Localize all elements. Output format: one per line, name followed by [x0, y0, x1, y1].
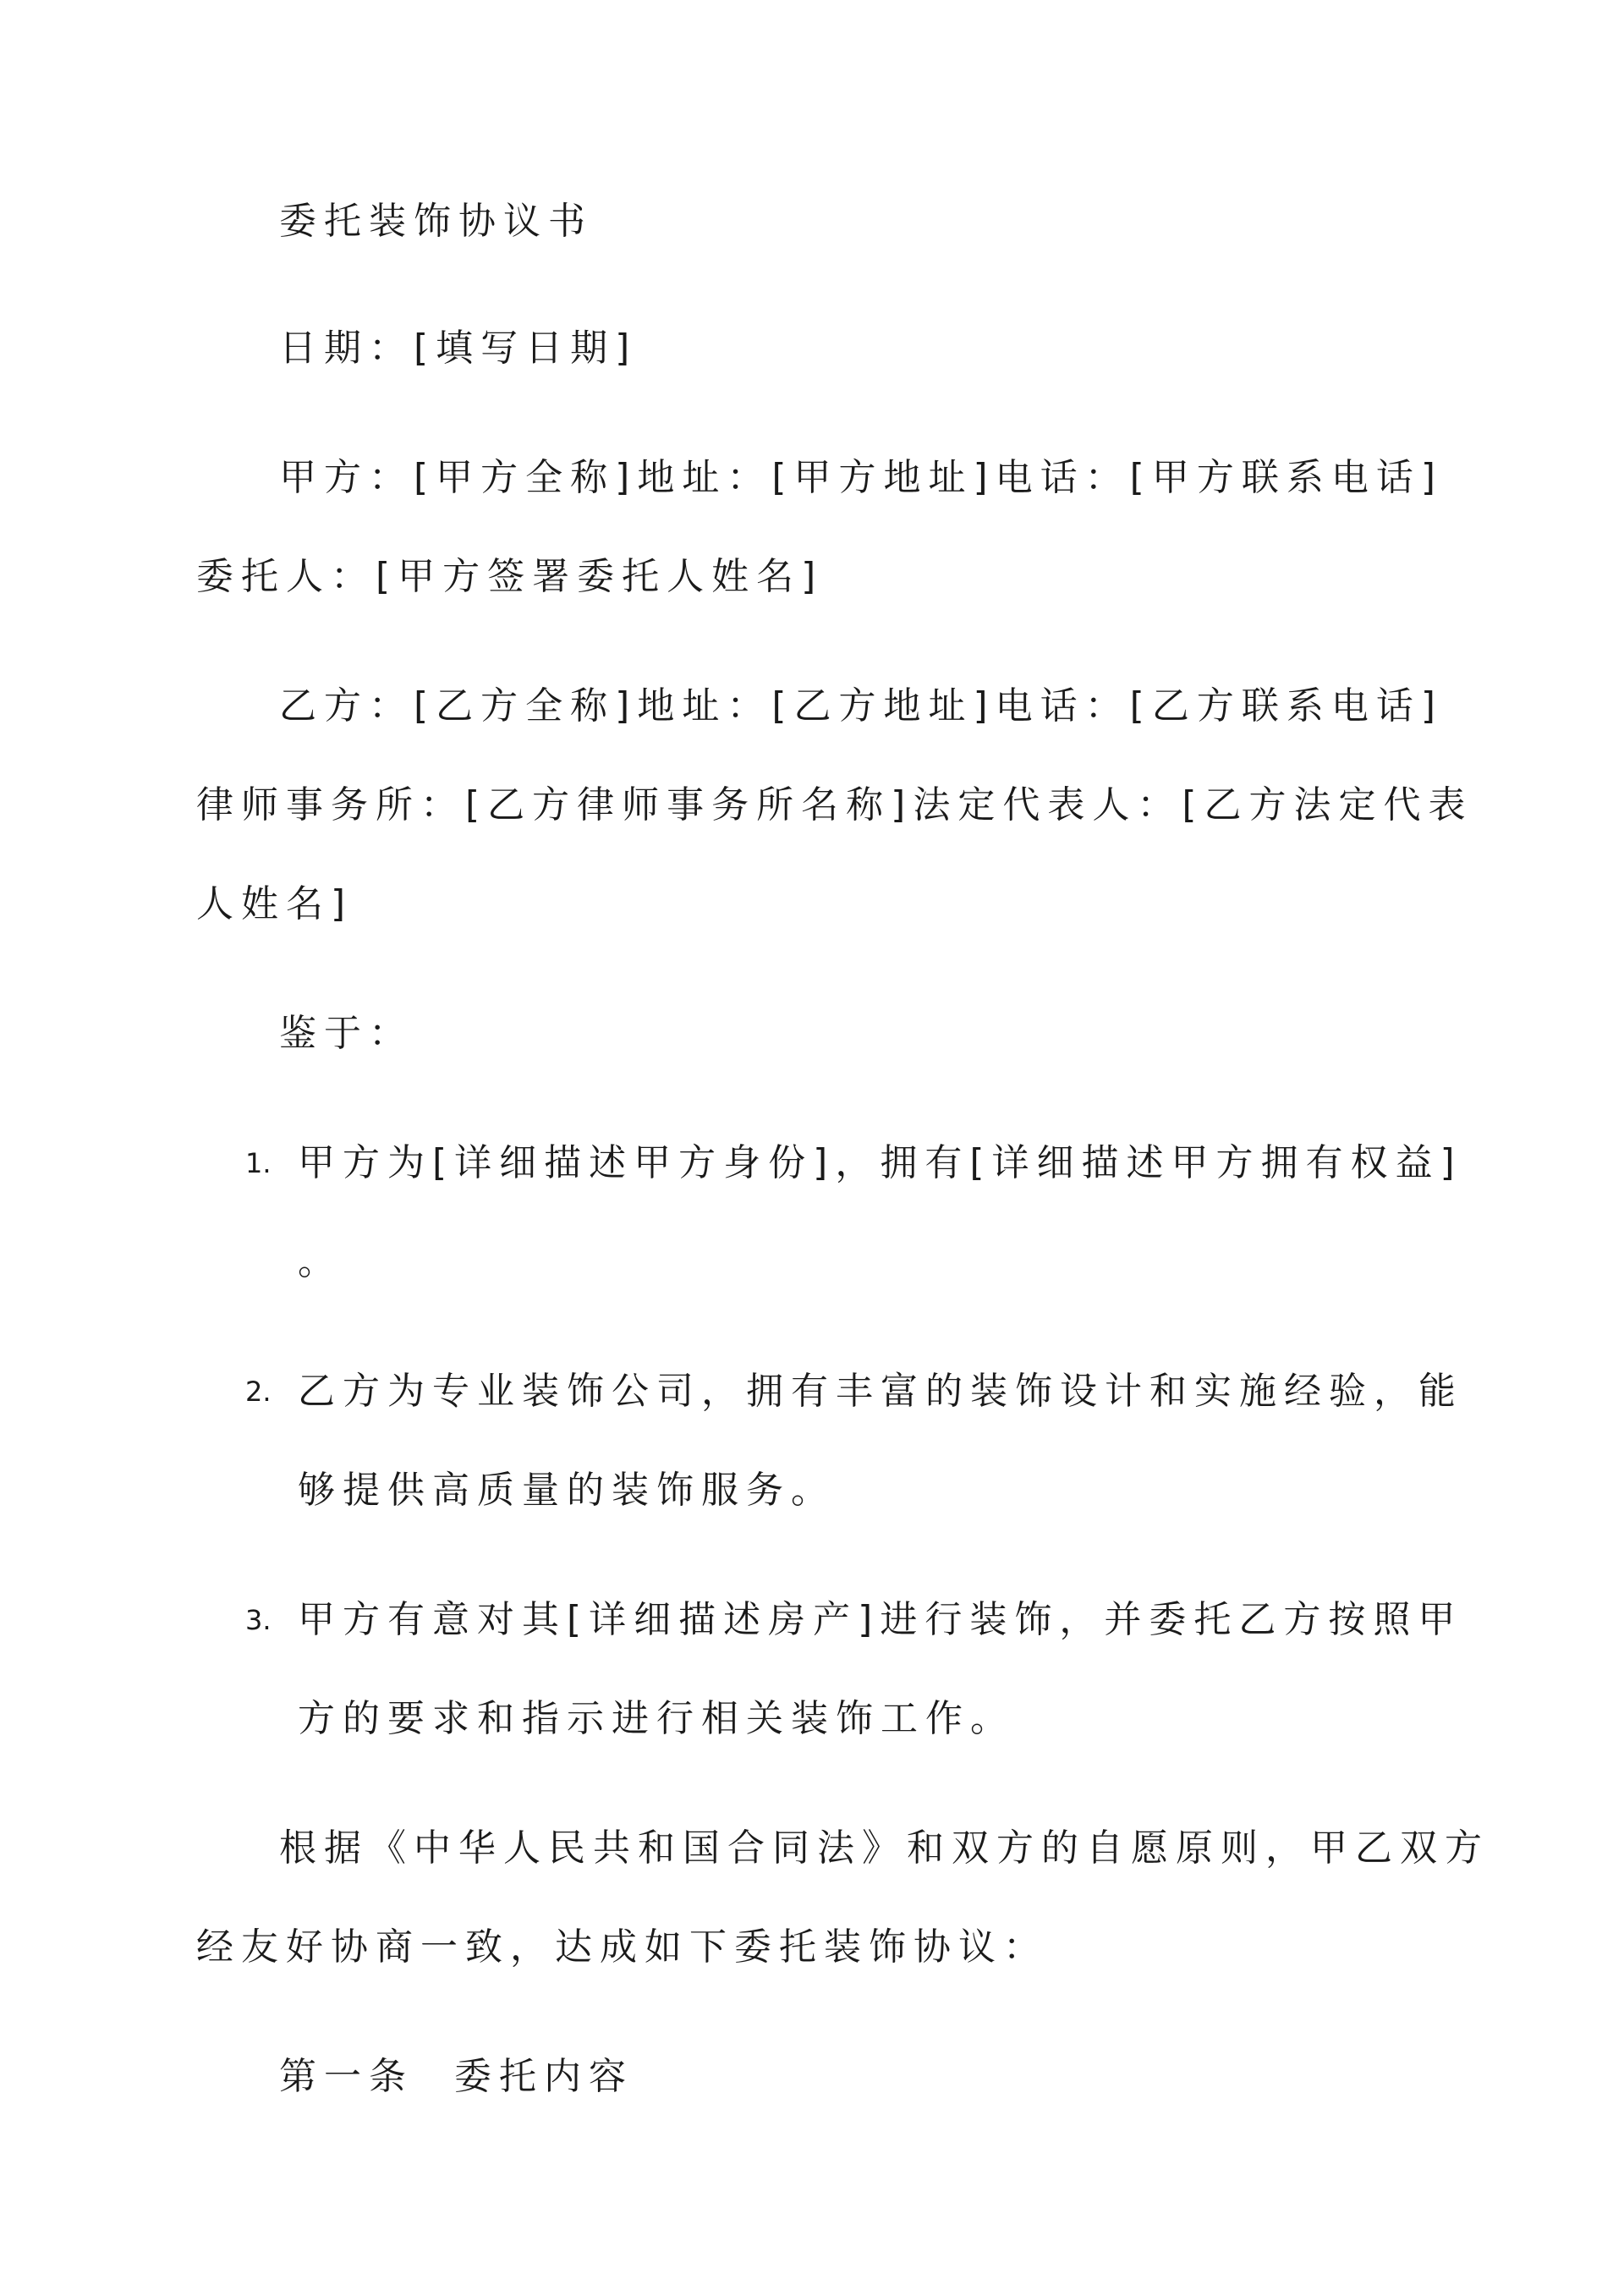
party-a-line-2: 委托人：[甲方签署委托人姓名]	[196, 555, 824, 598]
article-1-number: 第一条	[279, 2055, 414, 2098]
basis-line-2: 经友好协商一致，达成如下委托装饰协议：	[196, 1925, 1048, 1969]
article-1-title: 委托内容	[454, 2055, 634, 2098]
party-b-line-3: 人姓名]	[196, 882, 354, 926]
party-b-line-2: 律师事务所：[乙方律师事务所名称]法定代表人：[乙方法定代表	[196, 783, 1473, 827]
whereas-label: 鉴于：	[279, 1012, 414, 1055]
whereas-item-1-line-2: 。	[298, 1240, 343, 1283]
whereas-item-1-line-1: 甲方为[详细描述甲方身份]，拥有[详细描述甲方拥有权益]	[298, 1141, 1462, 1184]
whereas-item-3-line-2: 方的要求和指示进行相关装饰工作。	[298, 1697, 1015, 1740]
document-title: 委托装饰协议书	[279, 200, 593, 243]
whereas-item-2-line-2: 够提供高质量的装饰服务。	[298, 1469, 836, 1512]
basis-line-1: 根据《中华人民共和国合同法》和双方的自愿原则，甲乙双方	[279, 1826, 1490, 1870]
whereas-item-2-line-1: 乙方为专业装饰公司，拥有丰富的装饰设计和实施经验，能	[298, 1370, 1463, 1413]
whereas-item-3-number: 3.	[245, 1604, 272, 1636]
whereas-item-2-number: 2.	[245, 1376, 272, 1408]
whereas-item-1-number: 1.	[245, 1147, 272, 1179]
date-line: 日期：[填写日期]	[279, 327, 638, 370]
party-b-line-1: 乙方：[乙方全称]地址：[乙方地址]电话：[乙方联系电话]	[279, 684, 1443, 728]
article-1-heading	[279, 2052, 634, 2102]
whereas-item-3-line-1: 甲方有意对其[详细描述房产]进行装饰，并委托乙方按照甲	[298, 1598, 1463, 1641]
party-a-line-1: 甲方：[甲方全称]地址：[甲方地址]电话：[甲方联系电话]	[279, 456, 1443, 499]
